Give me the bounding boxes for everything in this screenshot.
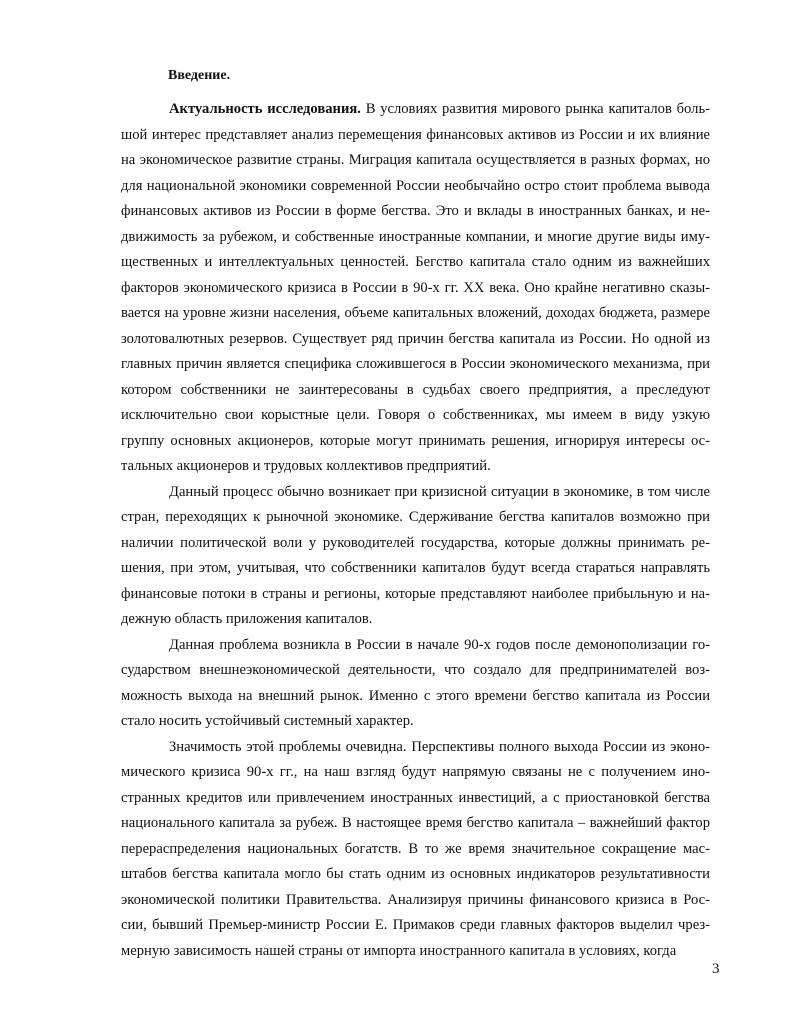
- page-number: 3: [712, 961, 720, 977]
- paragraph-significance: Значимость этой проблемы очевидна. Перспективы полного выхода России из экономического кризиса 90-х гг., на наш взгляд будут напрямую связаны не с получением иностранных кредитов или привлечением иностранных инвестиций, а с приостановкой бегства национального капитала за рубеж. В настоящее время бегство капитала – важнейший фактор перераспределения национальных богатств. В то же время значительное сокращение масштабов бегства капитала могло бы стать одним из основных индикаторов результативности экономической политики Правительства. Анализируя причины финансового кризиса в России, бывший Премьер-министр России Е. Примаков среди главных факторов выделил чрезмерную зависимость нашей страны от импорта иностранного капитала в условиях, когда: [121, 738, 710, 959]
- paragraph-early-90s: Данная проблема возникла в России в начале 90-х годов после демонополизации государством внешнеэкономической деятельности, что создало для предпринимателей возможность выхода на внешний рынок. Именно с этого времени бегство капитала из России стало носить устойчивый системный характер.: [121, 636, 710, 729]
- body-text: [121, 97, 710, 964]
- paragraph-lead: Актуальность исследования.: [169, 101, 361, 117]
- paragraph-crisis-process: Данный процесс обычно возникает при кризисной ситуации в экономике, в том числе стран, переходящих к рыночной экономике. Сдерживание бегства капиталов возможно при наличии политической воли у руководителей государства, которые должны принимать решения, при этом, учитывая, что собственники капиталов будут всегда стараться направлять финансовые потоки в страны и регионы, которые представляют наиболее прибыльную и надежную область приложения капиталов.: [121, 483, 710, 627]
- paragraph-text: В условиях развития мирового рынка капиталов большой интерес представляет анализ перемещения финансовых активов из России и их влияние на экономическое развитие страны. Миграция капитала осуществляется в разных формах, но для национальной экономики современной России необычайно остро стоит проблема вывода финансовых активов из России в форме бегства. Это и вклады в иностранных банках, и недвижимость за рубежом, и собственные иностранные компании, и многие другие виды имущественных и интеллектуальных ценностей. Бегство капитала стало одним из важнейших факторов экономического кризиса в России в 90-х гг. XX века. Оно крайне негативно сказывается на уровне жизни населения, объеме капитальных вложений, доходах бюджета, размере золотовалютных резервов. Существует ряд причин бегства капитала из России. Но одной из главных причин является специфика сложившегося в России экономического механизма, при котором собственники не заинтересованы в судьбах своего предприятия, а преследуют исключительно свои корыстные цели. Говоря о собственниках, мы имеем в виду узкую группу основных акционеров, которые могут принимать решения, игнорируя интересы остальных акционеров и трудовых коллективов предприятий.: [121, 101, 710, 474]
- paragraph-relevance: [121, 97, 710, 480]
- section-heading: Введение.: [168, 68, 231, 83]
